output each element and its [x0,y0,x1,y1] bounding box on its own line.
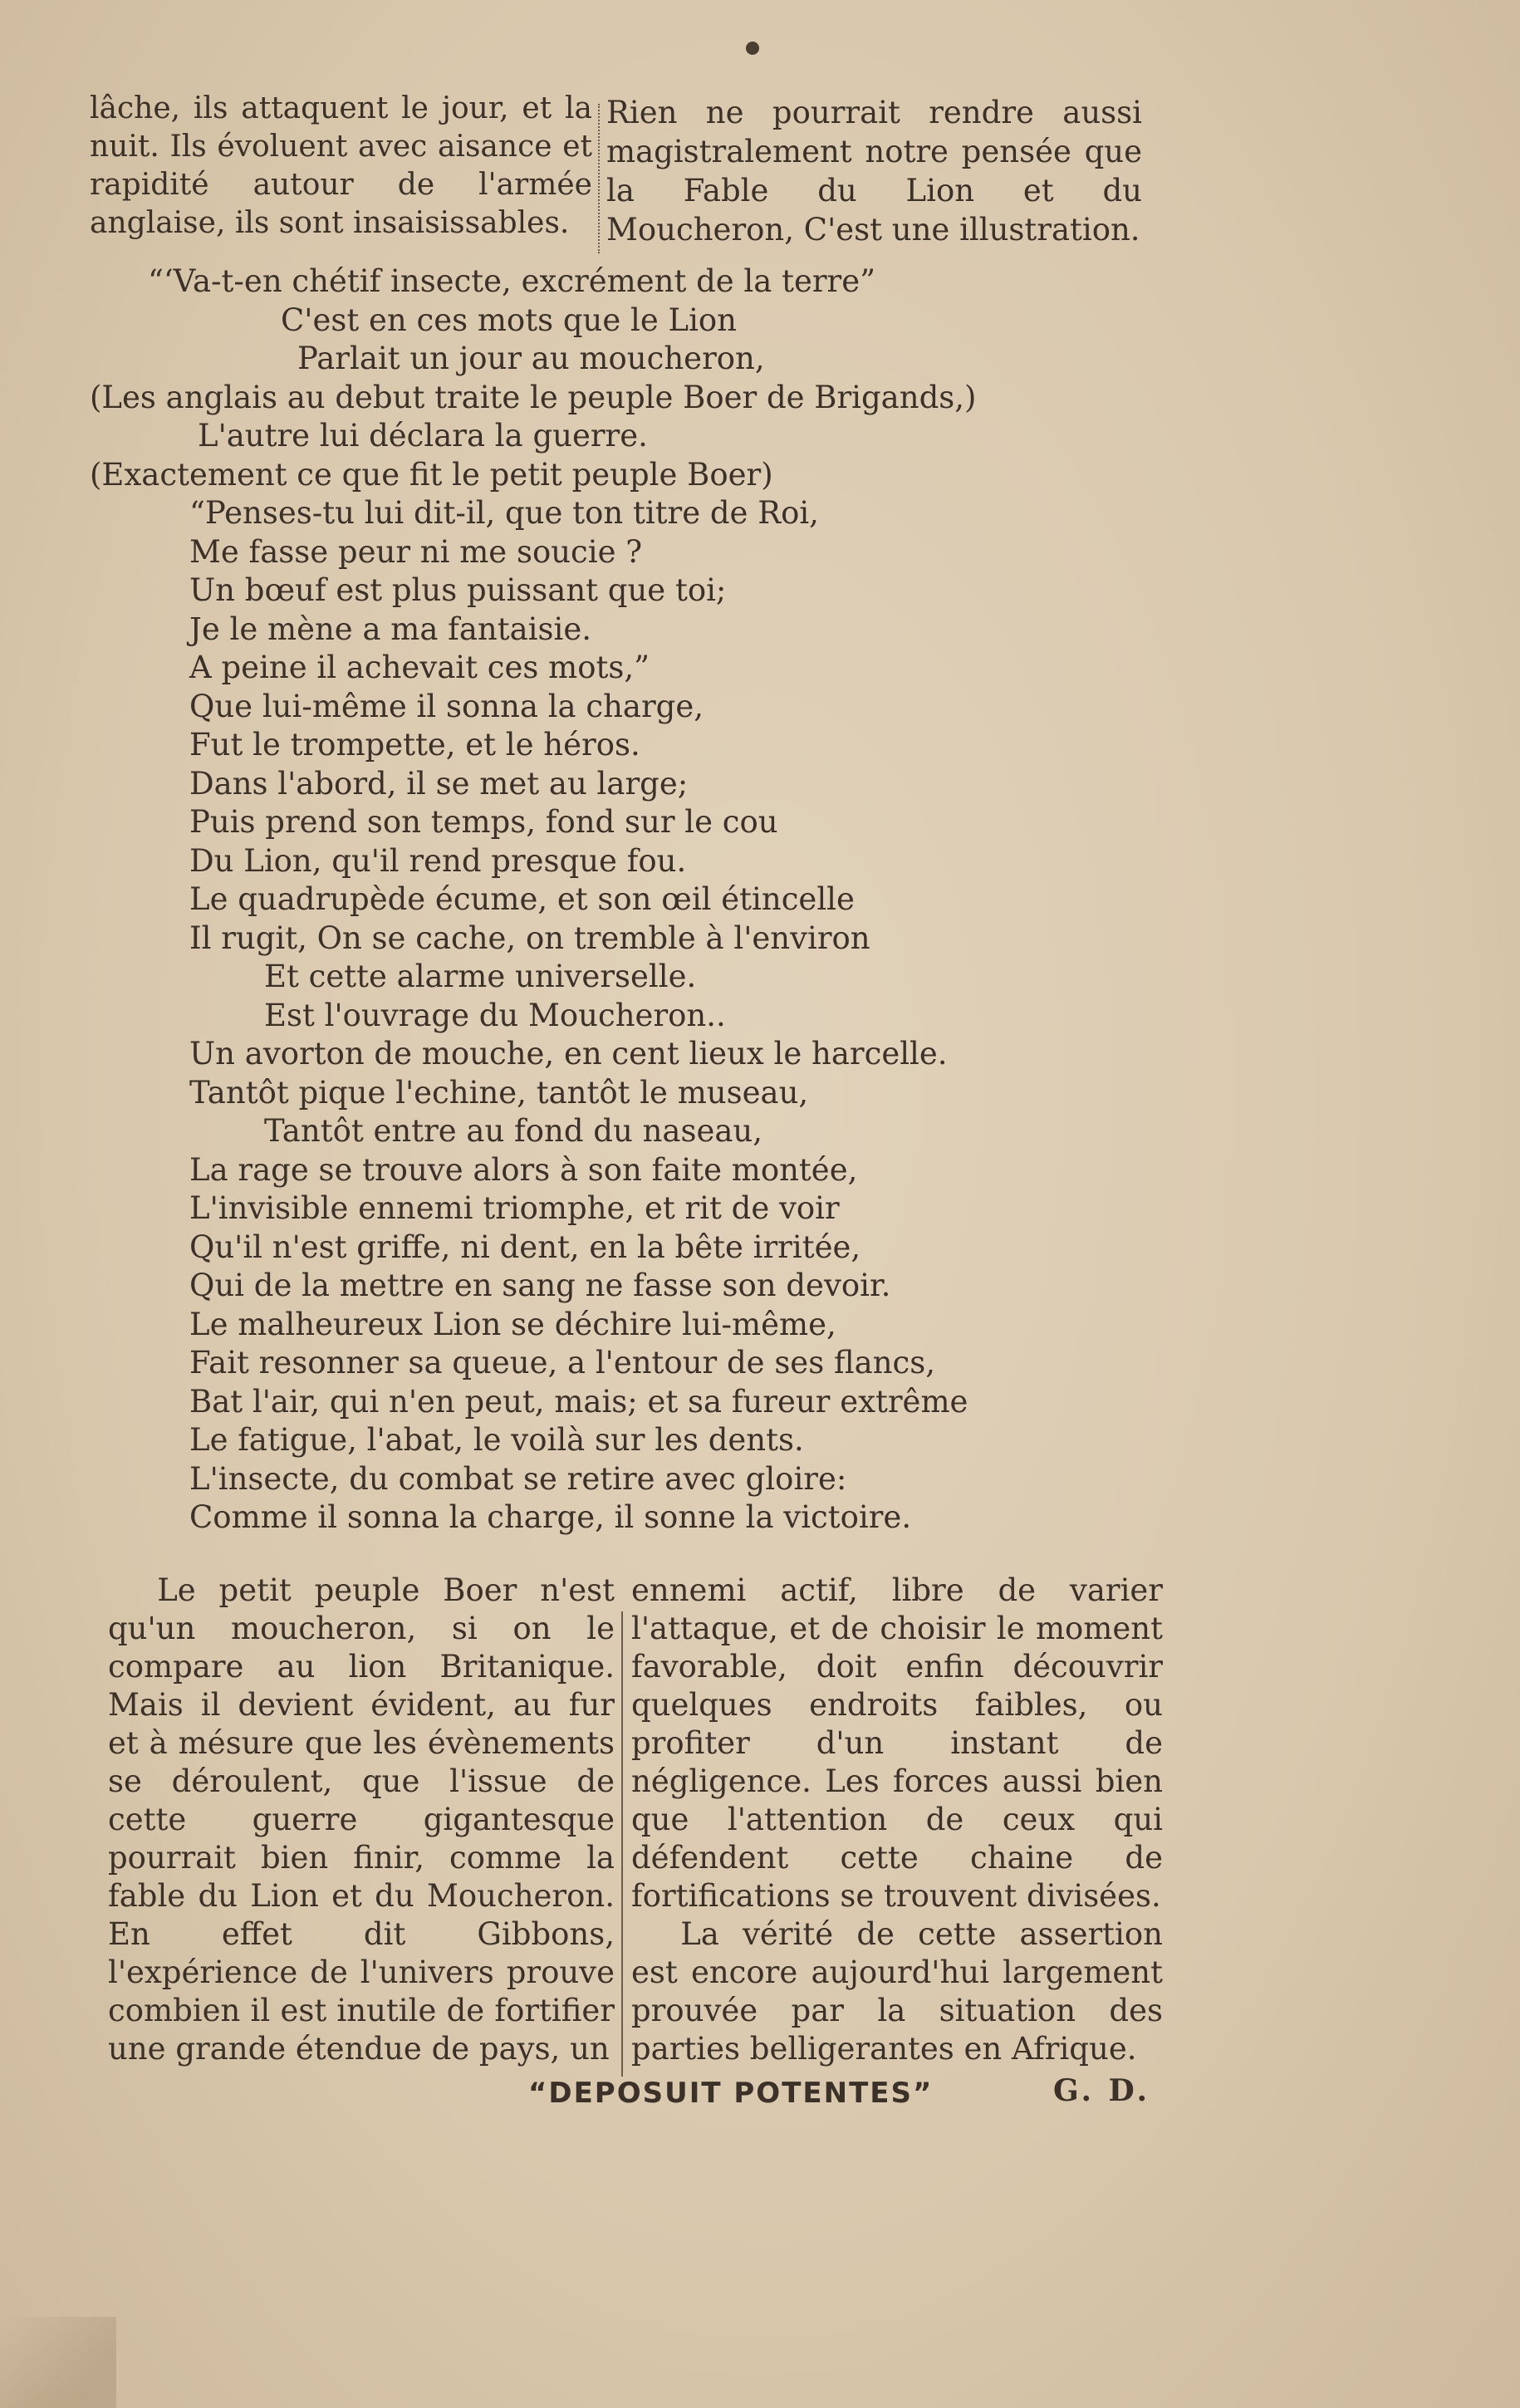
poem-line: La rage se trouve alors à son faite montée, [189,1151,858,1188]
poem-line: Et cette alarme universelle. [264,959,697,994]
poem-line: Dans l'abord, il se met au large; [189,765,689,802]
poem-line: Tantôt entre au fond du naseau, [264,1113,763,1149]
bottom-right-paragraph-1: ennemi actif, libre de varier l'attaque, et de choisir le moment favorable, doit enfin découvrir quelques endroits faibles, ou profiter d'un instant de négligence. Les forces aussi bien que l'attention de ceux qui défendent cette chaine de fortifications se trouvent divisées. [631,1572,1163,1914]
poem-line: Il rugit, On se cache, on tremble à l'environ [189,920,870,956]
poem-line: Le malheureux Lion se déchire lui-même, [189,1306,836,1342]
poem-line: L'invisible ennemi triomphe, et rit de voir [189,1190,840,1226]
poem-line: C'est en ces mots que le Lion [281,302,738,338]
top-right-text: Rien ne pourrait rendre aussi magistralement notre pensée que la Fable du Lion et du Moucheron, C'est une illustration. [606,95,1142,248]
signature: G. D. [1053,2073,1150,2108]
ornament-dot [746,42,759,55]
poem-line: Qui de la mettre en sang ne fasse son devoir. [189,1268,891,1303]
poem [90,262,1053,1537]
bottom-right-column [631,1572,1163,2068]
poem-line: Que lui-même il sonna la charge, [189,688,704,724]
column-divider-bottom [621,1611,623,2077]
poem-line: Comme il sonna la charge, il sonne la victoire. [189,1499,912,1535]
bottom-left-text: Le petit peuple Boer n'est qu'un moucheron, si on le compare au lion Britanique. Mais il devient évident, au fur et à mésure que les évènements se déroulent, que l'issue de cette guerre gigantesque pourrait bien finir, comme la fable du Lion et du Moucheron. En effet dit Gibbons, l'expérience de l'univers prouve combien il est inutile de fortifier une grande étendue de pays, un [108,1572,615,2067]
bottom-right-paragraph-2: La vérité de cette assertion est encore aujourd'hui largement prouvée par la situation des parties belligerantes en Afrique. [631,1916,1163,2067]
poem-line: Parlait un jour au moucheron, [297,341,765,376]
motto: “DEPOSUIT POTENTES” [528,2077,934,2110]
poem-line: Fait resonner sa queue, a l'entour de ses flancs, [189,1345,935,1381]
poem-line: Fut le trompette, et le héros. [189,727,640,763]
poem-line: A peine il achevait ces mots,” [189,650,650,685]
poem-line: “Penses-tu lui dit-il, que ton titre de Roi, [189,495,819,531]
page-stain [0,2317,116,2408]
bottom-left-column [108,1572,615,2068]
top-left-column [90,90,592,243]
poem-line: Qu'il n'est griffe, ni dent, en la bête irritée, [189,1229,861,1265]
poem-line: L'insecte, du combat se retire avec gloire: [189,1460,847,1497]
poem-line: Le fatigue, l'abat, le voilà sur les dents. [189,1422,804,1458]
poem-line: Du Lion, qu'il rend presque fou. [189,842,687,879]
poem-line: Un bœuf est plus puissant que toi; [189,572,727,608]
top-left-text: lâche, ils attaquent le jour, et la nuit. Ils évoluent avec aisance et rapidité autour de l'armée anglaise, ils sont insaisissables. [90,91,592,240]
poem-line: Me fasse peur ni me soucie ? [189,533,643,570]
poem-line: Je le mène a ma fantaisie. [189,611,591,647]
poem-line: Bat l'air, qui n'en peut, mais; et sa fureur extrême [189,1383,968,1420]
top-right-column [606,93,1142,249]
poem-line: L'autre lui déclara la guerre. [198,418,648,454]
poem-line: Puis prend son temps, fond sur le cou [189,804,778,840]
poem-line: (Les anglais au debut traite le peuple Boer de Brigands,) [90,379,977,415]
poem-line: “‘Va-t-en chétif insecte, excrément de la terre” [148,263,876,299]
column-divider-top [598,104,600,253]
poem-line: (Exactement ce que fit le petit peuple Boer) [90,456,773,493]
poem-line: Tantôt pique l'echine, tantôt le museau, [189,1074,809,1111]
poem-line: Un avorton de mouche, en cent lieux le harcelle. [189,1036,948,1072]
poem-line: Le quadrupède écume, et son œil étincelle [189,881,855,917]
poem-line: Est l'ouvrage du Moucheron.. [264,997,726,1033]
